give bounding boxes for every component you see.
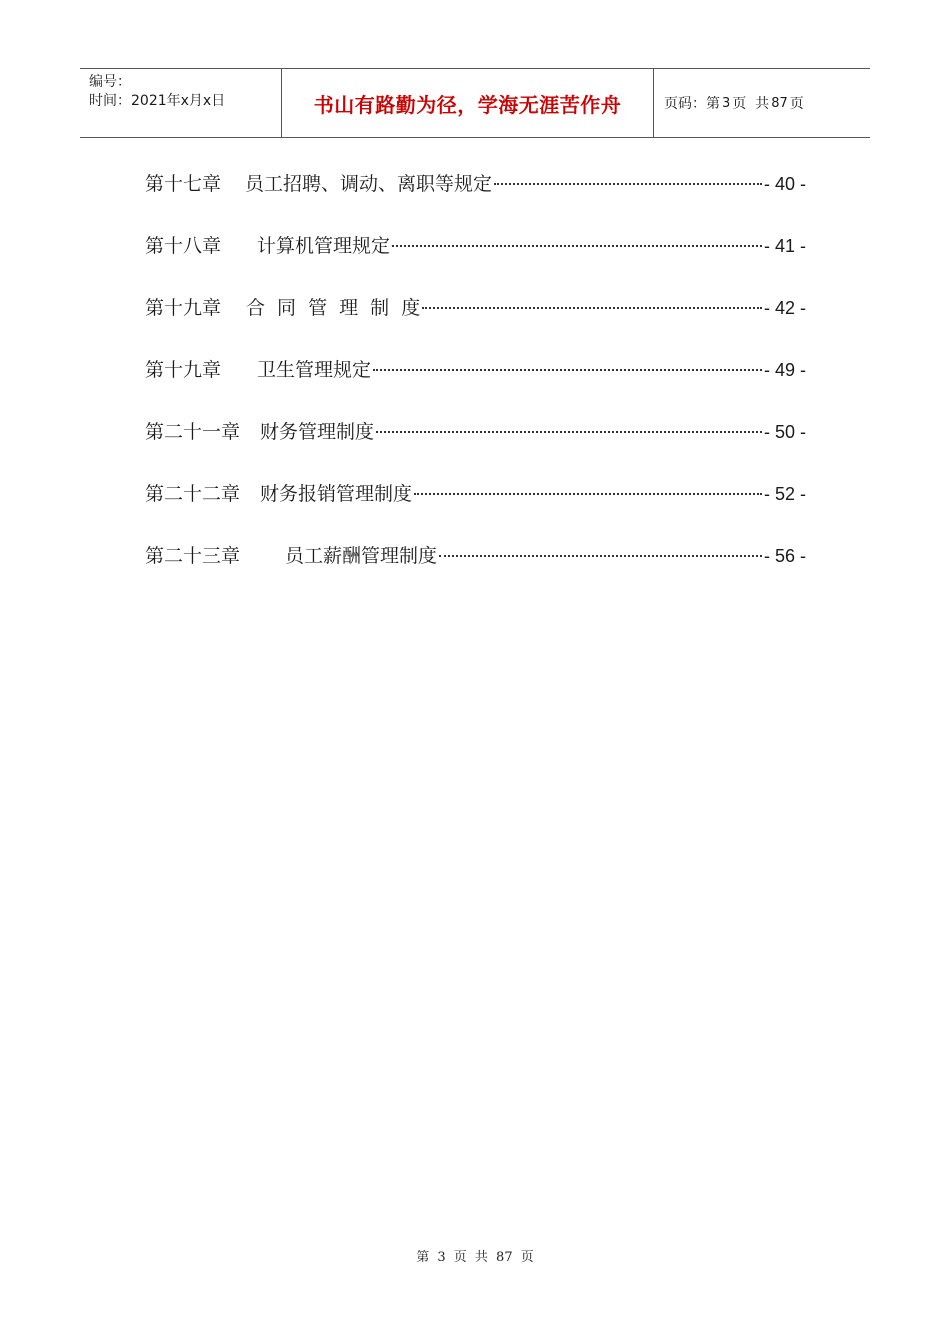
toc-entry[interactable]	[145, 290, 806, 352]
toc-entry[interactable]	[145, 414, 806, 476]
toc-entry[interactable]	[145, 538, 806, 600]
toc-title: 财务报销管理制度	[260, 483, 413, 505]
toc-leader	[439, 555, 762, 557]
toc-chapter: 第十八章	[145, 235, 222, 257]
toc-chapter: 第十七章	[145, 173, 222, 195]
page-header	[80, 68, 870, 138]
toc-page: - 42 -	[763, 298, 806, 318]
toc-leader	[392, 245, 762, 247]
page-suffix: 页	[789, 96, 804, 112]
page-footer: 第 3 页 共 87 页	[416, 1250, 534, 1265]
toc-title: 合 同 管 理 制 度	[246, 297, 421, 319]
header-page-info	[654, 69, 870, 137]
header-meta	[80, 69, 282, 137]
toc-page: - 52 -	[763, 484, 806, 504]
toc-page: - 56 -	[763, 546, 806, 566]
toc-page: - 49 -	[763, 360, 806, 380]
toc-entry[interactable]	[145, 228, 806, 290]
toc-page: - 40 -	[763, 174, 806, 194]
time-label: 时间：2021年x月x日	[89, 93, 226, 109]
toc-entry[interactable]	[145, 352, 806, 414]
motto: 书山有路勤为径，学海无涯苦作舟	[313, 92, 622, 117]
page-total: 87	[771, 95, 788, 111]
toc-chapter: 第十九章	[145, 297, 222, 319]
toc-leader	[494, 183, 762, 185]
doc-number-label: 编号：	[89, 74, 131, 90]
toc-page: - 41 -	[763, 236, 806, 256]
toc-entry[interactable]	[145, 166, 806, 228]
page-mid: 页 共	[732, 96, 770, 112]
toc-chapter: 第二十二章	[145, 483, 241, 505]
toc-title: 员工招聘、调动、离职等规定	[245, 173, 493, 195]
toc-title: 财务管理制度	[260, 421, 375, 443]
toc-leader	[376, 431, 762, 433]
toc-page: - 50 -	[763, 422, 806, 442]
page-prefix: 页码：第	[664, 96, 720, 112]
toc-chapter: 第二十三章	[145, 545, 241, 567]
toc-title: 员工薪酬管理制度	[285, 545, 438, 567]
toc-chapter: 第十九章	[145, 359, 222, 381]
toc-title: 计算机管理规定	[257, 235, 391, 257]
toc-title: 卫生管理规定	[257, 359, 372, 381]
header-motto-cell	[282, 69, 654, 137]
toc-entry[interactable]	[145, 476, 806, 538]
table-of-contents	[145, 166, 806, 600]
page-number: 3	[722, 95, 731, 111]
toc-leader	[414, 493, 762, 495]
toc-chapter: 第二十一章	[145, 421, 241, 443]
toc-leader	[373, 369, 762, 371]
toc-leader	[422, 307, 762, 309]
